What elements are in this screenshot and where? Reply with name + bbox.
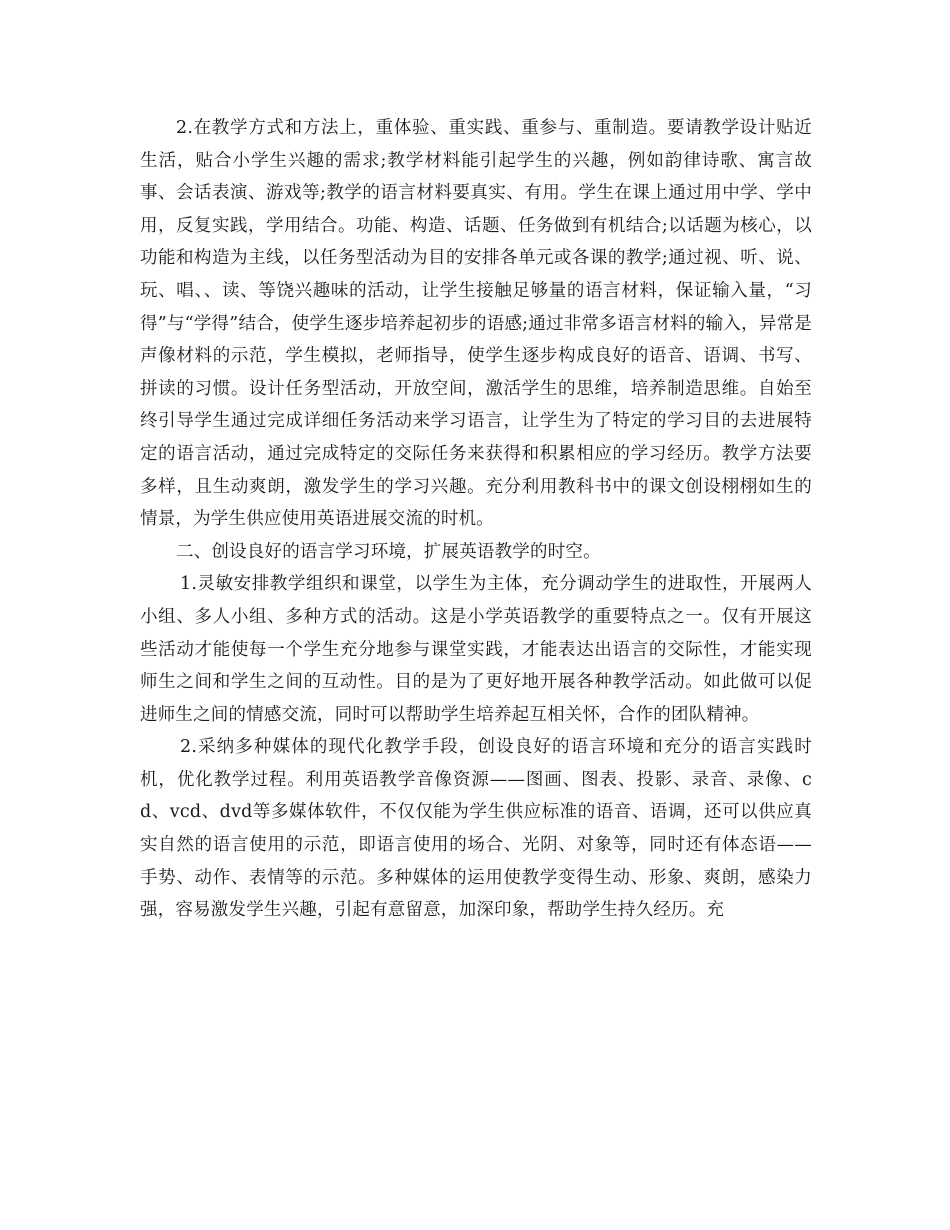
paragraph-multimedia-teaching: 2.采纳多种媒体的现代化教学手段，创设良好的语言环境和充分的语言实践时机，优化教学过程。利用英语教学音像资源——图画、图表、投影、录音、录像、cd、vcd、dvd等多媒体软件，不仅仅能为学生供应标准的语音、语调，还可以供应真实自然的语言使用的示范，即语言使用的场合、光阴、对象等，同时还有体态语——手势、动作、表情等的示范。多种媒体的运用使教学变得生动、形象、爽朗，感染力强，容易激发学生兴趣，引起有意留意，加深印象，帮助学生持久经历。充 <box>140 737 812 921</box>
document-page <box>140 112 812 927</box>
paragraph-teaching-methods: 2.在教学方式和方法上，重体验、重实践、重参与、重制造。要请教学设计贴近生活，贴合小学生兴趣的需求;教学材料能引起学生的兴趣，例如韵律诗歌、寓言故事、会话表演、游戏等;教学的语言材料要真实、有用。学生在课上通过用中学、学中用，反复实践，学用结合。功能、构造、话题、任务做到有机结合;以话题为核心，以功能和构造为主线，以任务型活动为目的安排各单元或各课的教学;通过视、听、说、玩、唱、、读、等饶兴趣味的活动，让学生接触足够量的语言材料，保证输入量，“习得”与“学得”结合，使学生逐步培养起初步的语感;通过非常多语言材料的输入，异常是声像材料的示范，学生模拟，老师指导，使学生逐步构成良好的语音、语调、书写、拼读的习惯。设计任务型活动，开放空间，激活学生的思维，培养制造思维。自始至终引导学生通过完成详细任务活动来学习语言，让学生为了特定的学习目的去进展特定的语言活动，通过完成特定的交际任务来获得和积累相应的学习经历。教学方法要多样，且生动爽朗，激发学生的学习兴趣。充分利用教科书中的课文创设栩栩如生的情景，为学生供应使用英语进展交流的时机。 <box>140 118 812 530</box>
paragraph-classroom-organization: 1.灵敏安排教学组织和课堂，以学生为主体，充分调动学生的进取性，开展两人小组、多人小组、多种方式的活动。这是小学英语教学的重要特点之一。仅有开展这些活动才能使每一个学生充分地参与课堂实践，才能表达出语言的交际性，才能实现师生之间和学生之间的互动性。目的是为了更好地开展各种教学活动。如此做可以促进师生之间的情感交流，同时可以帮助学生培养起互相关怀，合作的团队精神。 <box>140 574 812 725</box>
section-heading-language-environment: 二、创设良好的语言学习环境，扩展英语教学的时空。 <box>176 541 601 562</box>
